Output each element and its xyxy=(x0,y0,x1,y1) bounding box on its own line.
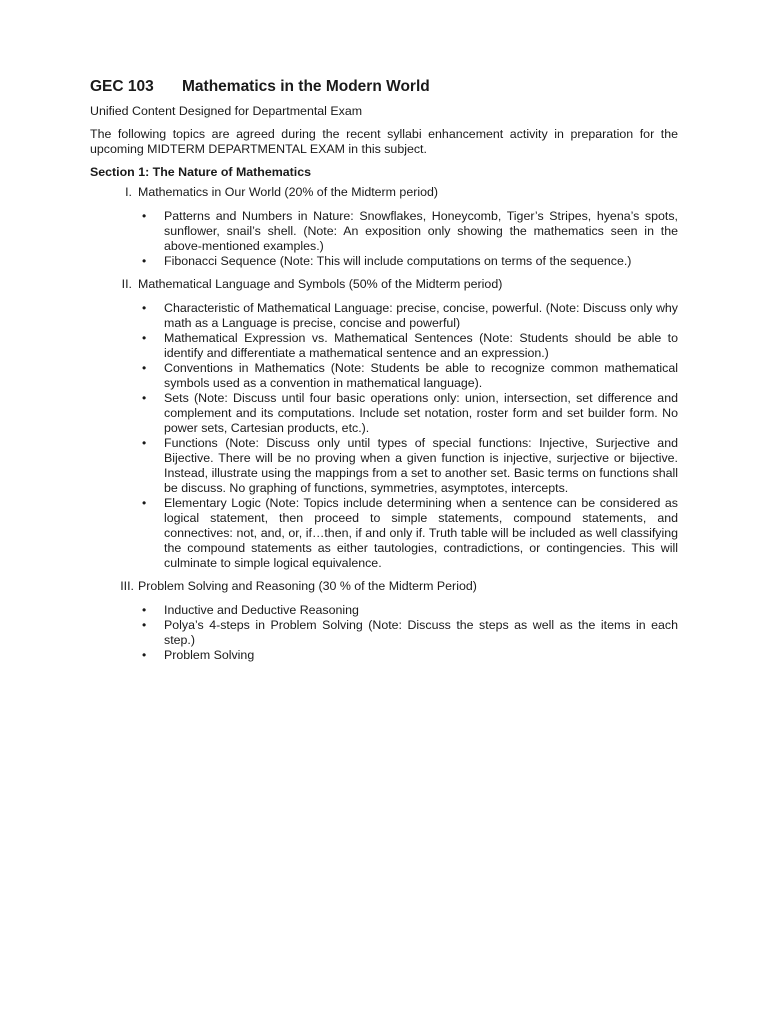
bullet-icon: • xyxy=(142,254,147,268)
list-item-text: Patterns and Numbers in Nature: Snowflakes, Honeycomb, Tiger’s Stripes, hyena’s spots, sunflower, snail’s shell. (Note: An exposition only showing the mathematics seen in the above-mentioned examples.) xyxy=(164,209,678,253)
bullet-icon: • xyxy=(142,496,147,510)
list-item-text: Sets (Note: Discuss until four basic operations only: union, intersection, set difference and complement and its computations. Include set notation, roster form and set builder form. No power sets, Cartesian products, etc.). xyxy=(164,391,678,435)
list-item xyxy=(90,496,678,571)
bullet-icon: • xyxy=(142,603,147,617)
bullet-icon: • xyxy=(142,301,147,315)
topic-item-list xyxy=(90,209,678,269)
list-item-text: Elementary Logic (Note: Topics include determining when a sentence can be considered as logical statement, then proceed to simple statements, compound statements, and connectives: not, and, or, if…then, if and only if. Truth table will be included as well classifying the compound statements as either tautologies, contradictions, or contingencies. This will culminate to simple logical equivalence. xyxy=(164,496,678,570)
intro-paragraph: The following topics are agreed during the recent syllabi enhancement activity in preparation for the upcoming MIDTERM DEPARTMENTAL EXAM in this subject. xyxy=(90,127,678,156)
list-item xyxy=(90,331,678,361)
list-item xyxy=(90,361,678,391)
list-item xyxy=(90,209,678,254)
topic-numeral: III. xyxy=(120,579,134,593)
topic-numeral: I. xyxy=(125,185,132,199)
topic-label: Problem Solving and Reasoning (30 % of the Midterm Period) xyxy=(138,579,477,593)
list-item xyxy=(90,391,678,436)
list-item-text: Polya’s 4-steps in Problem Solving (Note: Discuss the steps as well as the items in each step.) xyxy=(164,618,678,647)
topic-label: Mathematical Language and Symbols (50% of the Midterm period) xyxy=(138,277,503,291)
document-title xyxy=(90,78,678,96)
list-item-text: Inductive and Deductive Reasoning xyxy=(164,603,359,617)
list-item xyxy=(90,254,678,269)
bullet-icon: • xyxy=(142,436,147,450)
topic-numeral: II. xyxy=(121,277,132,291)
bullet-icon: • xyxy=(142,361,147,375)
bullet-icon: • xyxy=(142,209,147,223)
bullet-icon: • xyxy=(142,331,147,345)
list-item-text: Characteristic of Mathematical Language: precise, concise, powerful. (Note: Discuss only why math as a Language is precise, concise and powerful) xyxy=(164,301,678,330)
bullet-icon: • xyxy=(142,618,147,632)
topic-1 xyxy=(90,185,678,200)
course-code: GEC 103 xyxy=(90,78,154,95)
list-item-text: Functions (Note: Discuss only until types of special functions: Injective, Surjective and Bijective. There will be no proving when a given function is injective, surjective or bijective. Instead, illustrate using the mappings from a set to another set. Basic terms on functions shall be discuss. No graphing of functions, symmetries, asymptotes, intercepts. xyxy=(164,436,678,495)
list-item-text: Conventions in Mathematics (Note: Students be able to recognize common mathematical symbols used as a convention in mathematical language). xyxy=(164,361,678,390)
list-item xyxy=(90,301,678,331)
list-item xyxy=(90,648,678,663)
list-item xyxy=(90,618,678,648)
list-item xyxy=(90,603,678,618)
document-page xyxy=(90,78,678,671)
course-title: Mathematics in the Modern World xyxy=(182,78,430,95)
topic-item-list xyxy=(90,301,678,571)
bullet-icon: • xyxy=(142,648,147,662)
topic-2 xyxy=(90,277,678,292)
document-subtitle: Unified Content Designed for Departmental Exam xyxy=(90,104,363,118)
section-heading: Section 1: The Nature of Mathematics xyxy=(90,165,312,179)
list-item-text: Problem Solving xyxy=(164,648,255,662)
topic-list xyxy=(90,185,678,663)
list-item-text: Fibonacci Sequence (Note: This will include computations on terms of the sequence.) xyxy=(164,254,632,268)
topic-3 xyxy=(90,579,678,594)
bullet-icon: • xyxy=(142,391,147,405)
list-item-text: Mathematical Expression vs. Mathematical Sentences (Note: Students should be able to identify and differentiate a mathematical sentence and an expression.) xyxy=(164,331,678,360)
topic-item-list xyxy=(90,603,678,663)
list-item xyxy=(90,436,678,496)
topic-label: Mathematics in Our World (20% of the Midterm period) xyxy=(138,185,439,199)
